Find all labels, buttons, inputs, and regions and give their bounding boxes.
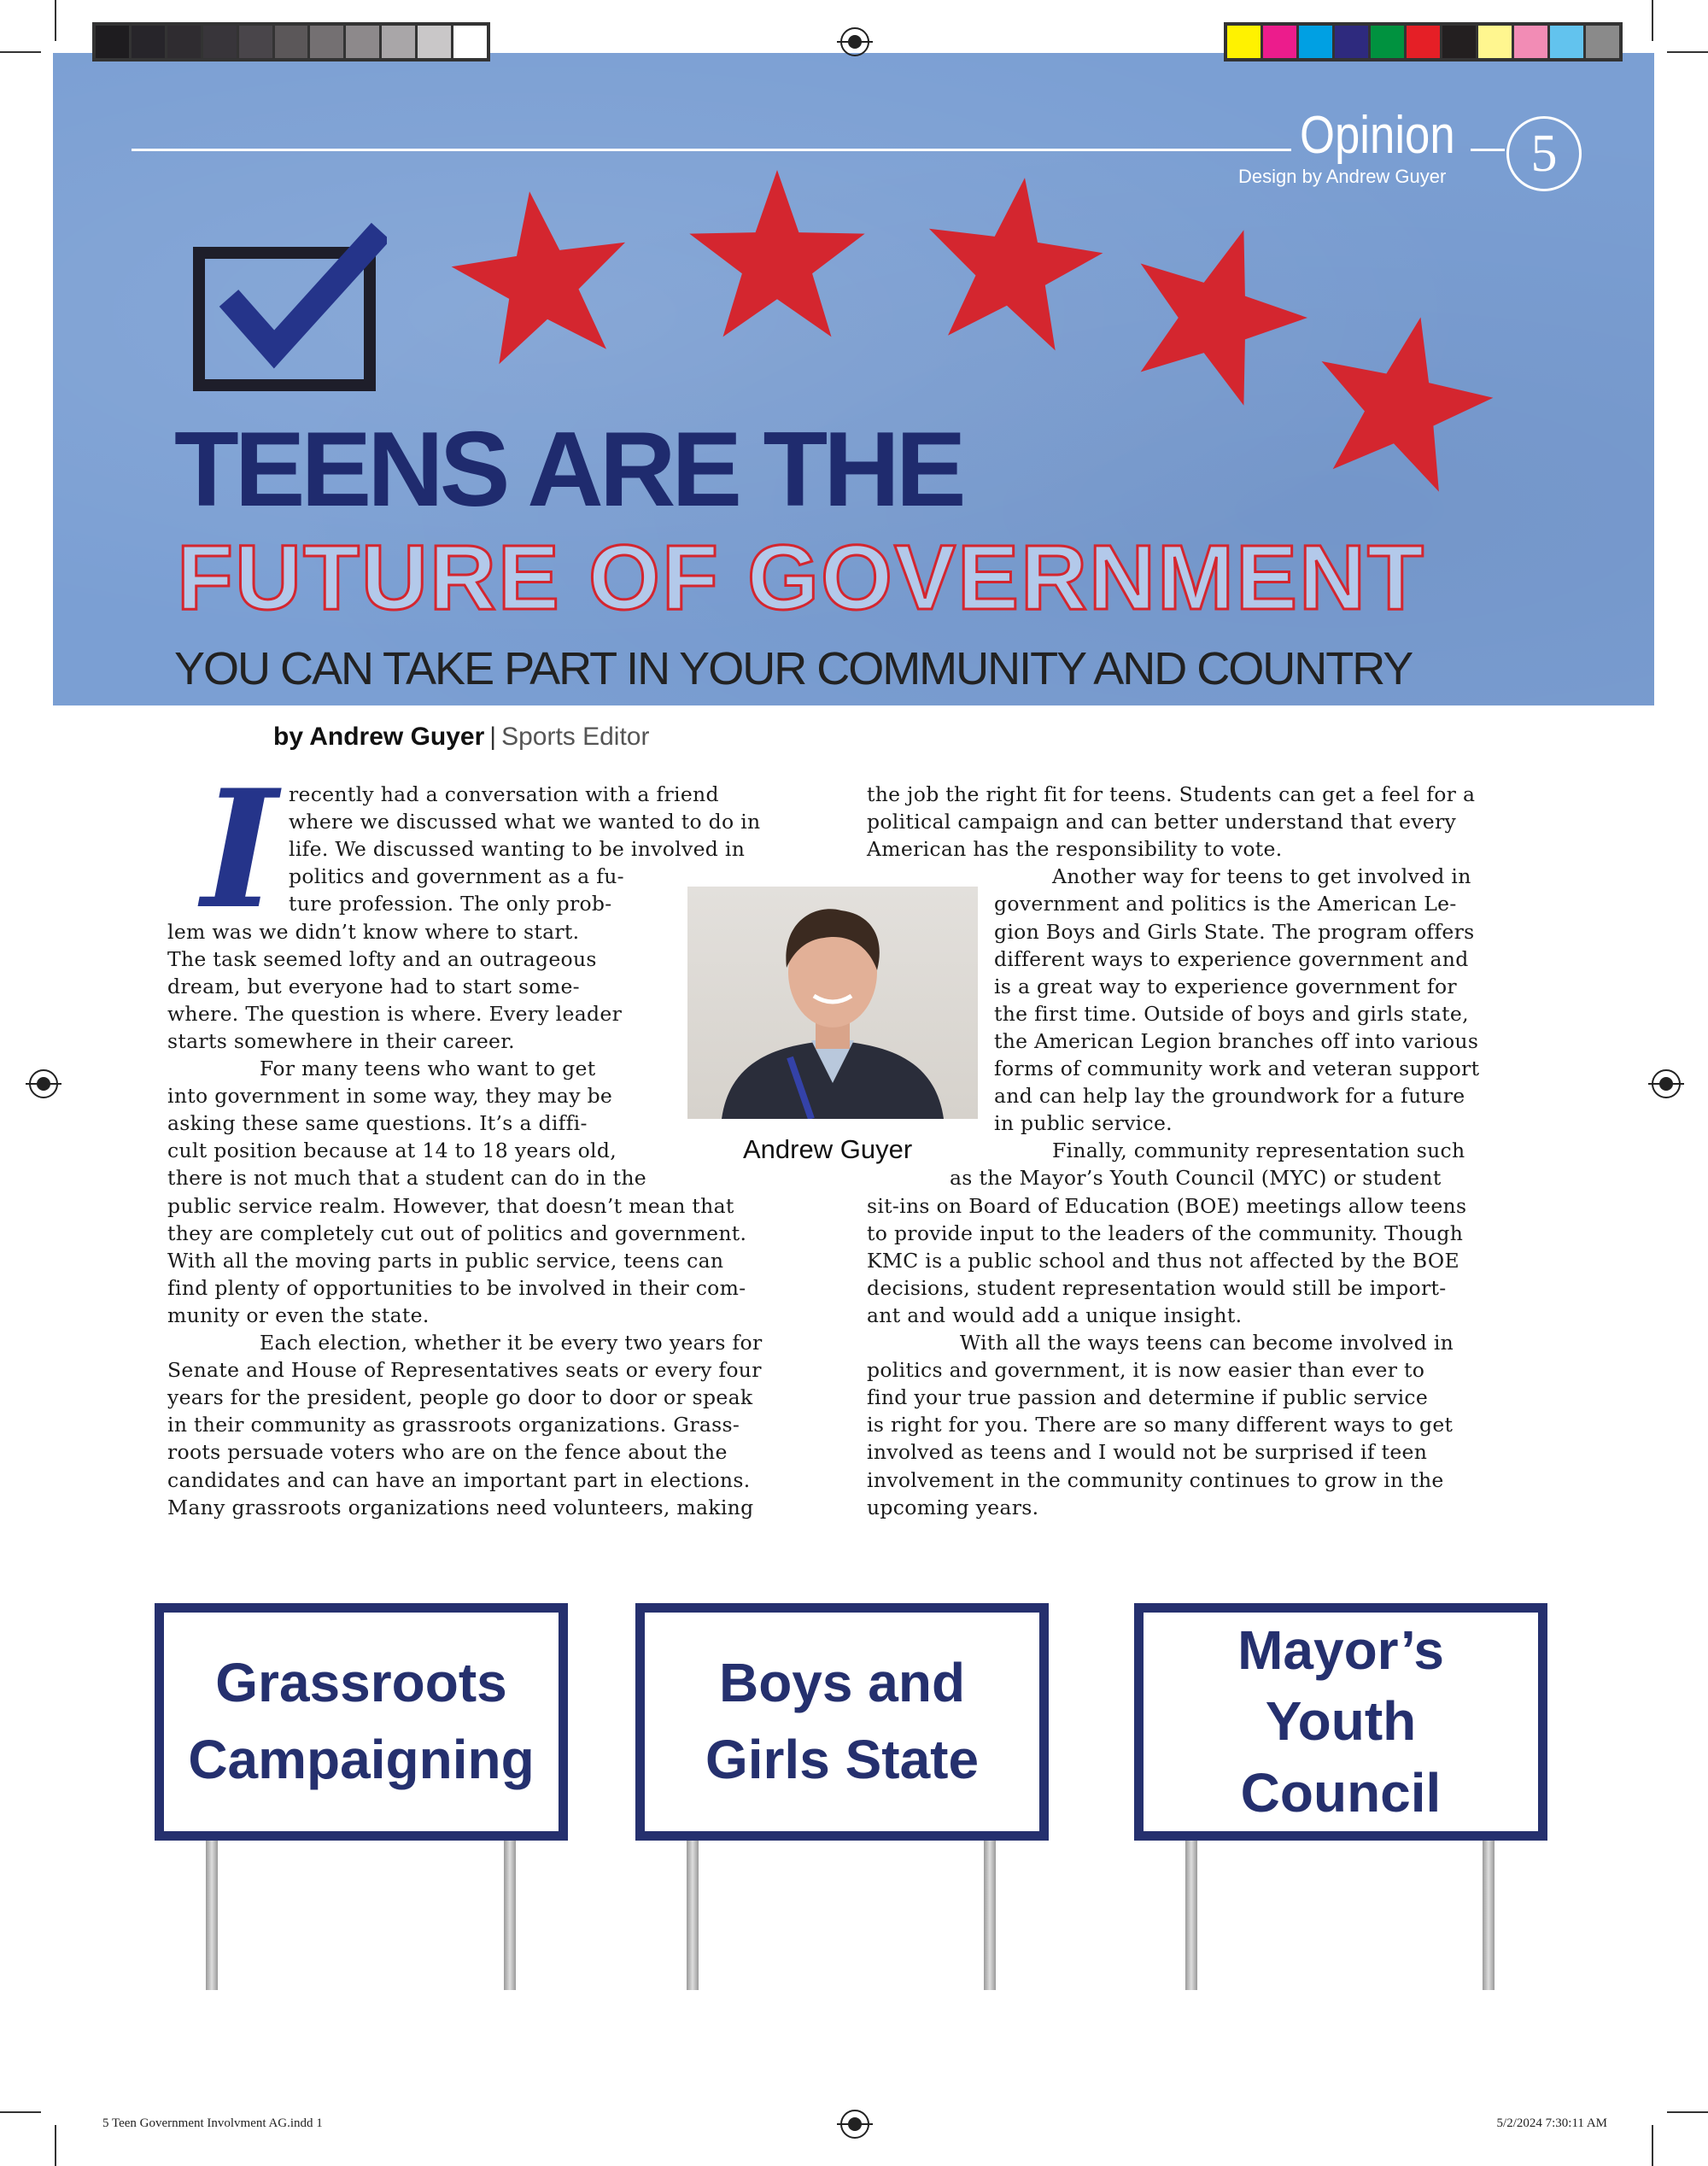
- article-line: in their community as grassroots organizations. Grass-: [167, 1413, 740, 1437]
- star-icon: [1322, 317, 1494, 491]
- article-line: starts somewhere in their career.: [167, 1028, 515, 1053]
- article-line: where. The question is where. Every leader: [167, 1001, 623, 1026]
- article-line: dream, but everyone had to start some-: [167, 974, 580, 998]
- article-line: as the Mayor’s Youth Council (MYC) or student: [950, 1166, 1442, 1191]
- article-line: where we discussed what we wanted to do in: [289, 810, 761, 834]
- article-line: different ways to experience government and: [994, 946, 1469, 971]
- article-line: Another way for teens to get involved in: [1052, 864, 1471, 889]
- article-line: into government in some way, they may be: [167, 1084, 613, 1109]
- byline-separator: |: [489, 723, 497, 751]
- sign-post: [206, 1841, 218, 1990]
- article-line: munity or even the state.: [167, 1303, 430, 1327]
- design-credit: Design by Andrew Guyer: [1238, 166, 1447, 187]
- sign-post: [687, 1841, 699, 1990]
- article-line: the job the right fit for teens. Students can get a feel for a: [867, 782, 1476, 806]
- star-icon: [929, 178, 1103, 350]
- article-line: and can help lay the groundwork for a future: [994, 1084, 1465, 1109]
- article-line: lem was we didn’t know where to start.: [167, 919, 580, 944]
- headline-line1: TEENS ARE THE: [174, 411, 962, 529]
- crop-mark: [0, 2111, 41, 2113]
- article-line: they are completely cut out of politics and government.: [167, 1221, 747, 1245]
- star-icon: [689, 170, 864, 337]
- article-line: roots persuade voters who are on the fence about the: [167, 1440, 728, 1465]
- crop-mark: [55, 2125, 56, 2166]
- article-line: The task seemed lofty and an outrageous: [167, 946, 597, 971]
- article-line: politics and government as a fu-: [289, 864, 624, 889]
- portrait-image: [687, 887, 978, 1119]
- crop-mark: [1652, 2125, 1653, 2166]
- sign-text: Council: [1240, 1761, 1442, 1824]
- article-line: American has the responsibility to vote.: [867, 837, 1283, 862]
- article-line: the American Legion branches off into various: [994, 1028, 1479, 1053]
- article-line: life. We discussed wanting to be involved in: [289, 837, 746, 862]
- sign-text: Boys and: [718, 1652, 966, 1714]
- sign-text: Girls State: [705, 1729, 980, 1790]
- sign-text: Grassroots: [215, 1652, 507, 1714]
- registration-mark-icon: [29, 1069, 58, 1098]
- author-photo: [687, 887, 978, 1119]
- drop-cap: I: [202, 754, 278, 945]
- article-line: ant and would add a unique insight.: [867, 1303, 1243, 1327]
- article-line: politics and government, it is now easier than ever to: [867, 1358, 1425, 1383]
- article-line: Each election, whether it be every two years for: [260, 1331, 763, 1355]
- article-line: Senate and House of Representatives seats or every four: [167, 1358, 762, 1383]
- sign-text: Mayor’s: [1237, 1619, 1444, 1682]
- article-line: candidates and can have an important part in elections.: [167, 1467, 751, 1492]
- byline-author: by Andrew Guyer: [273, 723, 485, 751]
- sign-post: [984, 1841, 996, 1990]
- registration-mark-icon: [1652, 1069, 1681, 1098]
- page-number: 5: [1506, 116, 1582, 191]
- article-line: find your true passion and determine if public service: [867, 1385, 1429, 1410]
- article-line: there is not much that a student can do in the: [167, 1166, 646, 1191]
- byline-role: Sports Editor: [501, 723, 650, 751]
- article-line: upcoming years.: [867, 1495, 1039, 1519]
- article-line: to provide input to the leaders of the community. Though: [867, 1221, 1464, 1245]
- article-line: recently had a conversation with a friend: [289, 782, 719, 806]
- sign-post: [504, 1841, 516, 1990]
- article-line: involvement in the community continues to grow in the: [867, 1467, 1444, 1492]
- article-line: decisions, student representation would still be import-: [867, 1275, 1447, 1300]
- article-line: is a great way to experience government for: [994, 974, 1457, 998]
- article-line: KMC is a public school and thus not affected by the BOE: [867, 1248, 1459, 1273]
- article-line: is right for you. There are so many different ways to get: [867, 1413, 1454, 1437]
- article-line: Many grassroots organizations need volunteers, making: [167, 1495, 754, 1519]
- star-icon: [1141, 230, 1307, 405]
- byline: [273, 723, 650, 752]
- article-line: in public service.: [994, 1111, 1173, 1136]
- article-line: cult position because at 14 to 18 years old,: [167, 1139, 617, 1163]
- headline-line2: FUTURE OF GOVERNMENT: [177, 525, 1425, 629]
- article-line: ture profession. The only prob-: [289, 892, 612, 916]
- article-line: gion Boys and Girls State. The program offers: [994, 919, 1475, 944]
- photo-caption: Andrew Guyer: [743, 1134, 913, 1164]
- article-line: With all the moving parts in public service, teens can: [167, 1248, 724, 1273]
- sign-text: Campaigning: [188, 1729, 535, 1790]
- article-line: political campaign and can better understand that every: [867, 810, 1457, 834]
- footer-filename: 5 Teen Government Involvment AG.indd 1: [102, 2116, 323, 2130]
- sign-text: Youth: [1265, 1690, 1417, 1753]
- sign-post: [1483, 1841, 1494, 1990]
- footer-timestamp: 5/2/2024 7:30:11 AM: [1496, 2116, 1607, 2130]
- article-line: the first time. Outside of boys and girls state,: [994, 1001, 1469, 1026]
- article-line: With all the ways teens can become involved in: [960, 1331, 1454, 1355]
- article-line: years for the president, people go door to door or speak: [167, 1385, 753, 1410]
- crop-mark: [1667, 2111, 1708, 2113]
- article-line: Finally, community representation such: [1052, 1139, 1465, 1163]
- section-label: Opinion: [1300, 106, 1455, 165]
- article-line: involved as teens and I would not be surprised if teen: [867, 1440, 1428, 1465]
- article-line: asking these same questions. It’s a diffi-: [167, 1111, 588, 1136]
- registration-mark-icon: [840, 2110, 869, 2139]
- sign-grassroots-campaigning: [155, 1603, 568, 1841]
- star-icon: [452, 191, 626, 364]
- subheadline: YOU CAN TAKE PART IN YOUR COMMUNITY AND COUNTRY: [174, 643, 1413, 694]
- article-line: sit-ins on Board of Education (BOE) meetings allow teens: [867, 1193, 1467, 1218]
- article-line: public service realm. However, that doesn’t mean that: [167, 1193, 734, 1218]
- sign-mayors-youth-council: [1134, 1603, 1547, 1841]
- sign-post: [1185, 1841, 1197, 1990]
- article-line: government and politics is the American Le-: [994, 892, 1457, 916]
- sign-boys-and-girls-state: [635, 1603, 1049, 1841]
- article-line: forms of community work and veteran support: [994, 1057, 1480, 1080]
- article-line: For many teens who want to get: [260, 1057, 596, 1080]
- article-line: find plenty of opportunities to be involved in their com-: [167, 1275, 746, 1300]
